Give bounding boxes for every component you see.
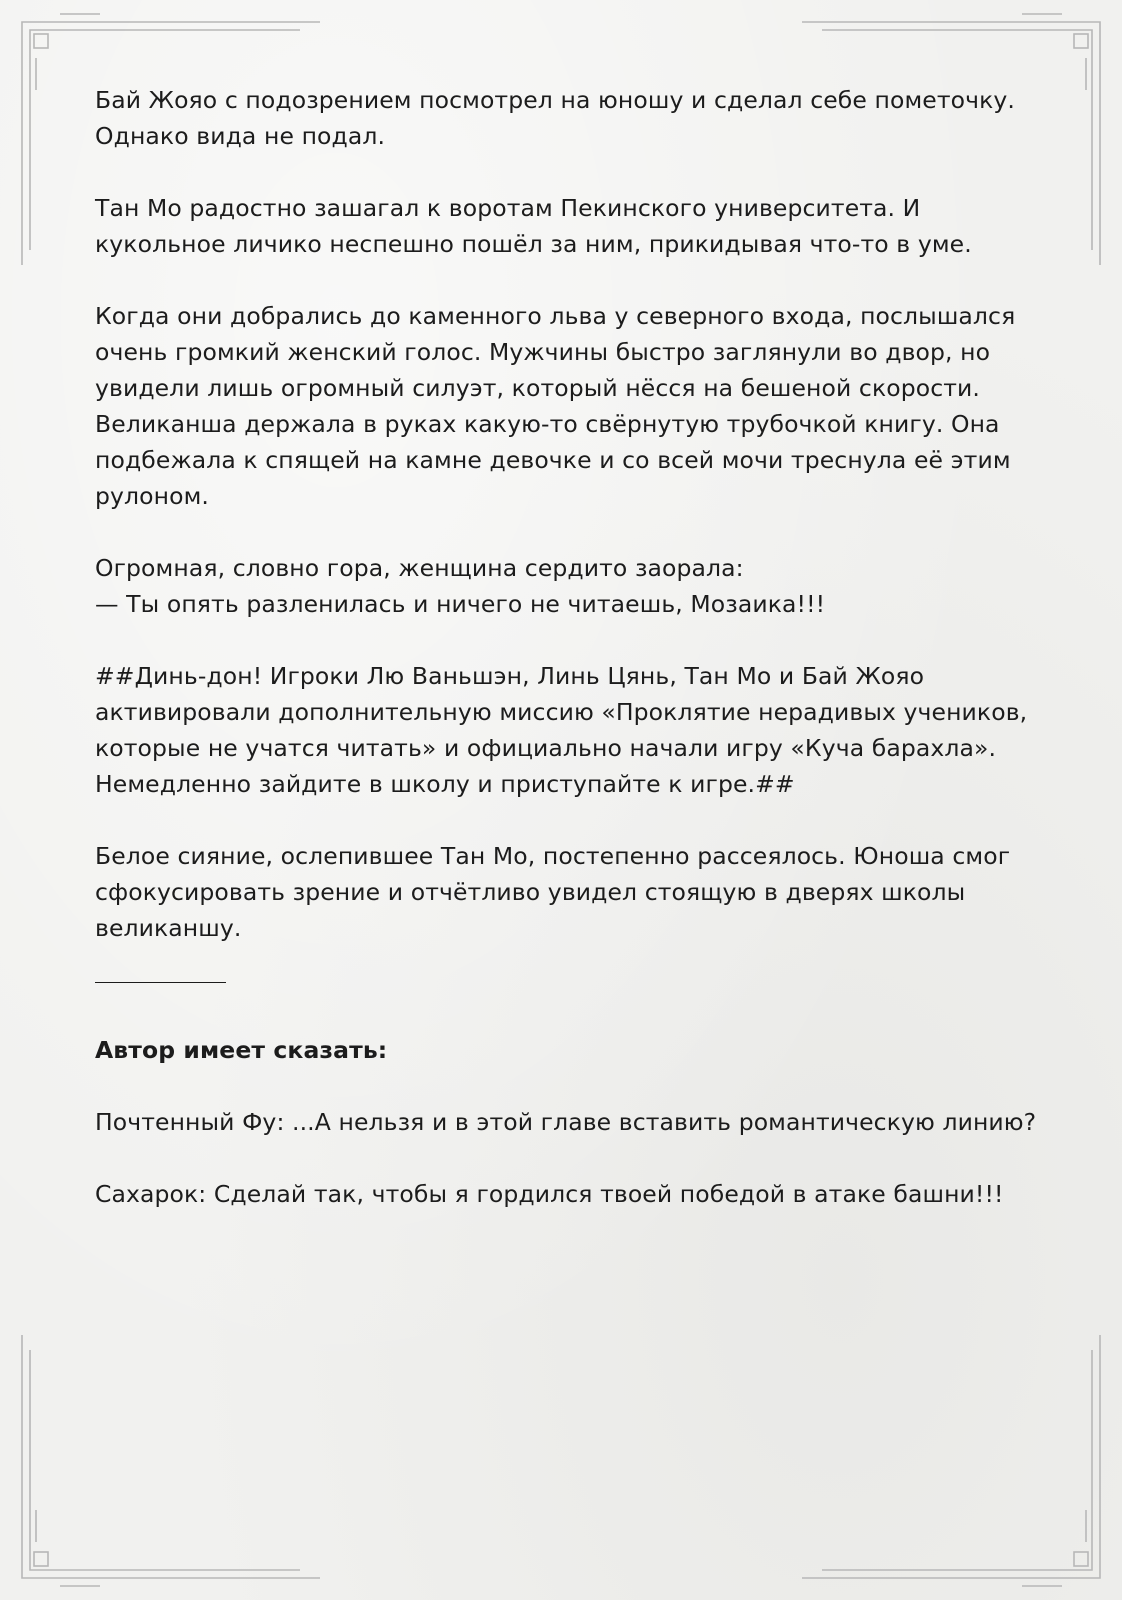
paragraph-1: [95, 82, 1035, 154]
text-line: великаншу.: [95, 914, 242, 942]
text-line: рулоном.: [95, 482, 209, 510]
text-line: — Ты опять разленилась и ничего не читаешь, Мозаика!!!: [95, 590, 826, 618]
frame-corner-bottom-right: [802, 1335, 1100, 1586]
document-body: [95, 82, 1035, 1248]
text-line: очень громкий женский голос. Мужчины быстро заглянули во двор, но: [95, 338, 991, 366]
text-line: Почтенный Фу: ...А нельзя и в этой главе вставить романтическую линию?: [95, 1108, 1037, 1136]
text-line: Однако вида не подал.: [95, 122, 386, 150]
text-line: Великанша держала в руках какую-то свёрнутую трубочкой книгу. Она: [95, 410, 1000, 438]
text-line: Бай Жояо с подозрением посмотрел на юношу и сделал себе пометочку.: [95, 86, 1015, 114]
text-line: кукольное личико неспешно пошёл за ним, прикидывая что-то в уме.: [95, 230, 972, 258]
paragraph-3: [95, 298, 1035, 514]
text-line: Сахарок: Сделай так, чтобы я гордился твоей победой в атаке башни!!!: [95, 1180, 1004, 1208]
author-note-line: [95, 1104, 1035, 1140]
text-line: которые не учатся читать» и официально начали игру «Куча барахла».: [95, 734, 997, 762]
text-line: Белое сияние, ослепившее Тан Мо, постепенно рассеялось. Юноша смог: [95, 842, 1011, 870]
text-line: увидели лишь огромный силуэт, который нёсся на бешеной скорости.: [95, 374, 980, 402]
text-line: Когда они добрались до каменного льва у северного входа, послышался: [95, 302, 1016, 330]
text-line: Тан Мо радостно зашагал к воротам Пекинского университета. И: [95, 194, 921, 222]
paragraph-4: [95, 550, 1035, 622]
text-line: подбежала к спящей на камне девочке и со всей мочи треснула её этим: [95, 446, 1011, 474]
author-note-heading: Автор имеет сказать:: [95, 1036, 388, 1064]
paragraph-2: [95, 190, 1035, 262]
section-divider: [95, 982, 226, 983]
author-note-line: [95, 1176, 1035, 1212]
frame-corner-bottom-left: [22, 1335, 320, 1586]
text-line: активировали дополнительную миссию «Проклятие нерадивых учеников,: [95, 698, 1028, 726]
paragraph-6: [95, 838, 1035, 946]
text-line: ##Динь-дон! Игроки Лю Ваньшэн, Линь Цянь, Тан Мо и Бай Жояо: [95, 662, 925, 690]
text-line: Немедленно зайдите в школу и приступайте к игре.##: [95, 770, 795, 798]
text-line: сфокусировать зрение и отчётливо увидел стоящую в дверях школы: [95, 878, 966, 906]
text-line: Огромная, словно гора, женщина сердито заорала:: [95, 554, 744, 582]
paragraph-5: [95, 658, 1035, 802]
